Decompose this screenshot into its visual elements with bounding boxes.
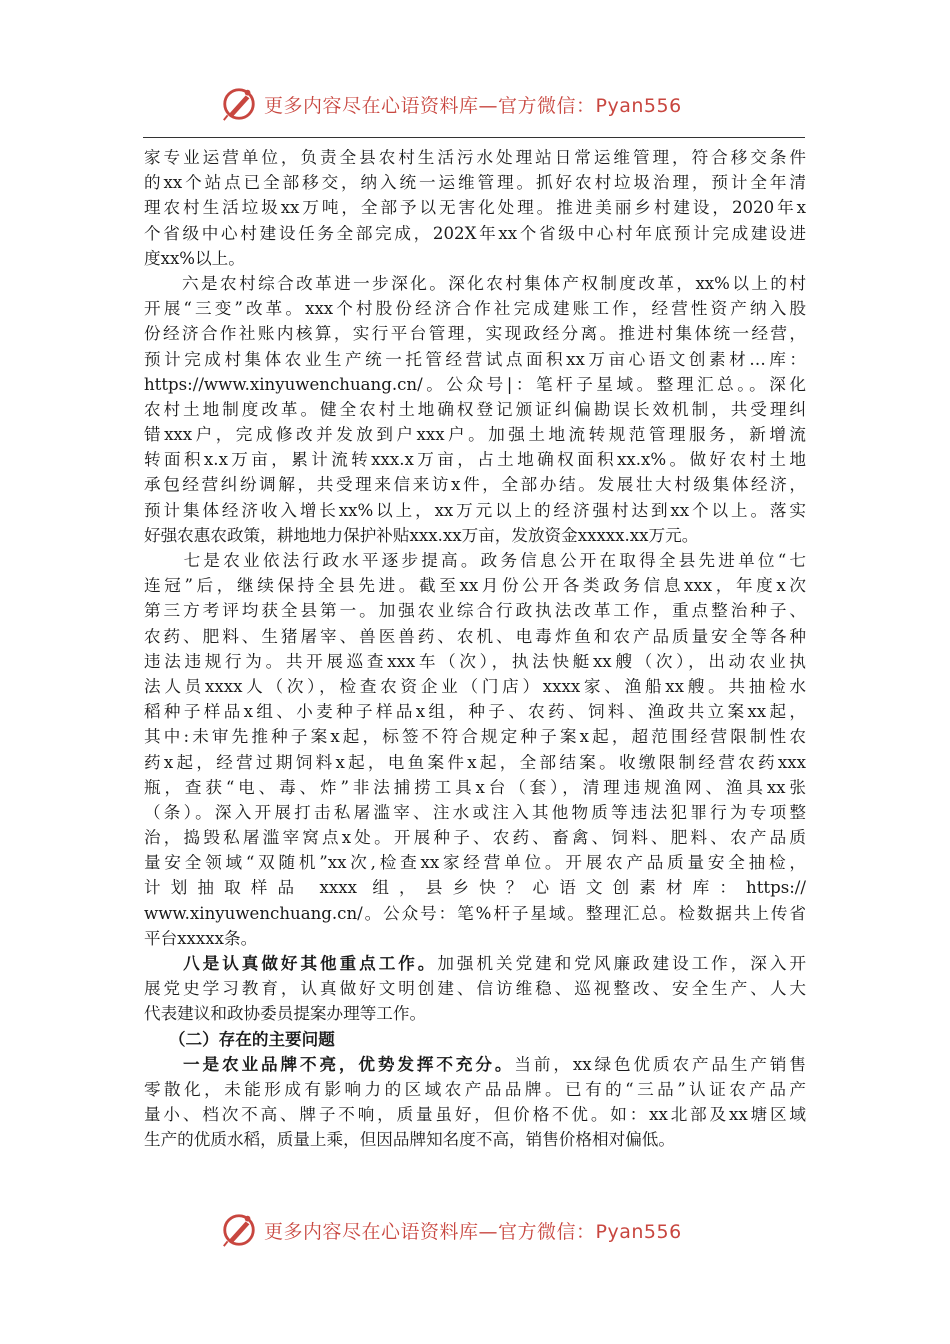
line-text: 当前，xx绿色优质农产品生产销售 bbox=[514, 1054, 806, 1074]
line-text: www.xinyuwenchuang.cn/。公众号：笔%杆子星域。整理汇总。检数据共上传省 bbox=[144, 903, 806, 923]
text-line bbox=[144, 1027, 806, 1052]
text-line bbox=[144, 472, 806, 497]
text-line bbox=[144, 347, 806, 372]
line-text: 违法违规行为。共开展巡查xxx车（次），执法快艇xx艘（次），出动农业执 bbox=[144, 651, 806, 671]
header-banner bbox=[220, 84, 740, 124]
line-text: 理农村生活垃圾xx万吨，全部予以无害化处理。推进美丽乡村建设，2020年x bbox=[144, 198, 806, 218]
text-line bbox=[144, 1077, 806, 1102]
line-text: 好强农惠农政策，耕地地力保护补贴xxx.xx万亩，发放资金xxxxx.xx万元。 bbox=[144, 525, 699, 545]
line-text: 计划抽取样品 xxxx 组，县乡快？心语文创素材库：https:// bbox=[144, 878, 806, 898]
line-text: 生产的优质水稻，质量上乘，但因品牌知名度不高，销售价格相对偏低。 bbox=[144, 1130, 675, 1150]
bold-heading: 一是农业品牌不亮，优势发挥不充分。 bbox=[144, 1053, 515, 1074]
line-text: 预计完成村集体农业生产统一托管经营试点面积xx万亩心语文创素材…库： bbox=[144, 349, 806, 369]
text-line bbox=[144, 1127, 806, 1152]
line-text: 六是农村综合改革进一步深化。深化农村集体产权制度改革，xx%以上的村 bbox=[144, 273, 806, 293]
text-line bbox=[144, 523, 806, 548]
line-text: 量小、档次不高、牌子不响，质量虽好，但价格不优。如：xx北部及xx塘区域 bbox=[144, 1105, 806, 1125]
text-line bbox=[144, 296, 806, 321]
text-line bbox=[144, 321, 806, 346]
line-text: 的xx个站点已全部移交，纳入统一运维管理。抓好农村垃圾治理，预计全年清 bbox=[144, 173, 806, 193]
line-text: 开展“三变”改革。xxx个村股份经济合作社完成建账工作，经营性资产纳入股 bbox=[144, 299, 806, 319]
text-line bbox=[144, 1052, 806, 1077]
line-text: 零散化，未能形成有影响力的区域农产品品牌。已有的“三品”认证农产品产 bbox=[144, 1079, 806, 1099]
header-divider bbox=[143, 137, 805, 138]
line-text: （条）。深入开展打击私屠滥宰、注水或注入其他物质等违法犯罪行为专项整 bbox=[144, 802, 806, 822]
pen-circle-logo-icon bbox=[220, 85, 258, 123]
text-line bbox=[144, 397, 806, 422]
line-text: 七是农业依法行政水平逐步提高。政务信息公开在取得全县先进单位“七 bbox=[144, 551, 806, 570]
text-line bbox=[144, 875, 806, 900]
line-text: 瓶，查获“电、毒、炸”非法捕捞工具x台（套），清理违规渔网、渔具xx张 bbox=[144, 777, 806, 797]
text-line bbox=[144, 1102, 806, 1127]
text-line bbox=[144, 271, 806, 296]
text-line bbox=[144, 422, 806, 447]
line-text: 转面积x.x万亩，累计流转xxx.x万亩，占土地确权面积xx.x%。做好农村土地 bbox=[144, 450, 806, 470]
text-line bbox=[144, 951, 806, 976]
line-text: 第三方考评均获全县第一。加强农业综合行政执法改革工作，重点整治种子、 bbox=[144, 601, 806, 621]
line-text: 代表建议和政协委员提案办理等工作。 bbox=[144, 1004, 427, 1024]
text-line bbox=[144, 170, 806, 195]
text-line bbox=[144, 221, 806, 246]
header-banner-text: 更多内容尽在心语资料库—官方微信：Pyan556 bbox=[264, 94, 682, 117]
line-text: 家专业运营单位，负责全县农村生活污水处理站日常运维管理，符合移交条件 bbox=[144, 148, 806, 167]
footer-banner-text: 更多内容尽在心语资料库—官方微信：Pyan556 bbox=[264, 1220, 682, 1243]
text-line bbox=[144, 447, 806, 472]
text-line bbox=[144, 195, 806, 220]
line-text: 药x起，经营过期饲料x起，电鱼案件x起，全部结案。收缴限制经营农药xxx bbox=[144, 752, 806, 772]
text-line bbox=[144, 624, 806, 649]
text-line bbox=[144, 976, 806, 1001]
footer-banner bbox=[220, 1210, 740, 1250]
line-text: 展党史学习教育，认真做好文明创建、信访维稳、巡视整改、安全生产、人大 bbox=[144, 979, 806, 999]
line-text: 农药、肥料、生猪屠宰、兽医兽药、农机、电毒炸鱼和农产品质量安全等各种 bbox=[144, 626, 806, 646]
text-line bbox=[144, 926, 806, 951]
line-text: 度xx%以上。 bbox=[144, 248, 245, 268]
text-line bbox=[144, 598, 806, 623]
pen-circle-logo-icon bbox=[220, 1211, 258, 1249]
text-line bbox=[144, 825, 806, 850]
line-text: 份经济合作社账内核算，实行平台管理，实现政经分离。推进村集体统一经营， bbox=[144, 324, 806, 344]
text-line bbox=[144, 674, 806, 699]
line-text: 其中:未审先推种子案x起，标签不符合规定种子案x起，超范围经营限制性农 bbox=[144, 727, 806, 747]
text-line bbox=[144, 498, 806, 523]
text-line bbox=[144, 1001, 806, 1026]
line-text: https://www.xinyuwenchuang.cn/。公众号|：笔杆子星域。整理汇总。。深化 bbox=[144, 374, 806, 394]
line-text: 连冠”后，继续保持全县先进。截至xx月份公开各类政务信息xxx，年度x次 bbox=[144, 576, 806, 596]
text-line bbox=[144, 649, 806, 674]
line-text: 量安全领域“双随机”xx次,检查xx家经营单位。开展农产品质量安全抽检， bbox=[144, 853, 806, 873]
line-text: 稻种子样品x组、小麦种子样品x组，种子、农药、饲料、渔政共立案xx起， bbox=[144, 702, 806, 722]
line-text: 个省级中心村建设任务全部完成，202X年xx个省级中心村年底预计完成建设进 bbox=[144, 223, 806, 243]
line-text: 平台xxxxx条。 bbox=[144, 928, 258, 948]
line-text: 预计集体经济收入增长xx%以上，xx万元以上的经济强村达到xx个以上。落实 bbox=[144, 500, 806, 520]
text-line bbox=[144, 246, 806, 271]
line-text: 承包经营纠纷调解，共受理来信来访x件，全部办结。发展壮大村级集体经济， bbox=[144, 475, 806, 495]
line-text: 加强机关党建和党风廉政建设工作，深入开 bbox=[437, 954, 806, 973]
bold-heading: 八是认真做好其他重点工作。 bbox=[144, 953, 438, 973]
text-line bbox=[144, 372, 806, 397]
text-line bbox=[144, 145, 806, 170]
text-line bbox=[144, 548, 806, 573]
line-text: 治，捣毁私屠滥宰窝点x处。开展种子、农药、畜禽、饲料、肥料、农产品质 bbox=[144, 828, 806, 848]
text-line bbox=[144, 724, 806, 749]
line-text: 法人员xxxx人（次），检查农资企业（门店）xxxx家、渔船xx艘。共抽检水 bbox=[144, 676, 806, 696]
line-text: 错xxx户，完成修改并发放到户xxx户。加强土地流转规范管理服务，新增流 bbox=[144, 425, 806, 445]
line-text: 农村土地制度改革。健全农村土地确权登记颁证纠偏勘误长效机制，共受理纠 bbox=[144, 399, 806, 419]
text-line bbox=[144, 699, 806, 724]
text-line bbox=[144, 901, 806, 926]
bold-heading: （二）存在的主要问题 bbox=[144, 1028, 335, 1049]
text-line bbox=[144, 775, 806, 800]
text-line bbox=[144, 800, 806, 825]
text-line bbox=[144, 573, 806, 598]
document-body bbox=[144, 145, 806, 1153]
text-line bbox=[144, 850, 806, 875]
text-line bbox=[144, 750, 806, 775]
